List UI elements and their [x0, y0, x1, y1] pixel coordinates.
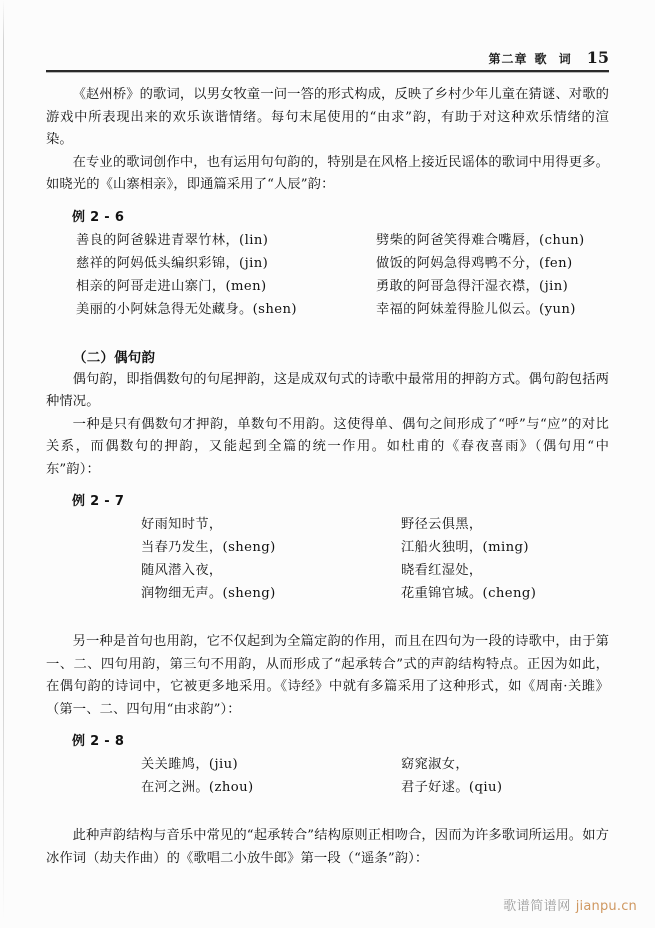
- paragraph-6: 此种声韵结构与音乐中常见的“起承转合”结构原则正相吻合，因而为许多歌词所运用。如方冰作词（劫夫作曲）的《歌唱二小放牛郎》第一段（“遥条”韵）：: [46, 828, 609, 866]
- verse-line: 美丽的小阿妹急得无处藏身。(shen): [76, 301, 297, 317]
- spacer: [46, 481, 609, 491]
- running-head-section: 歌 词: [534, 52, 575, 66]
- spacer: [46, 799, 609, 825]
- verse-line: 幸福的阿妹羞得脸儿似云。(yun): [376, 301, 576, 317]
- verse-line: 野径云俱黑，: [401, 517, 483, 532]
- verse-line: 当春乃发生，(sheng): [141, 540, 276, 555]
- paragraph-5: 另一种是首句也用韵，它不仅起到为全篇定韵的作用，而且在四句为一段的诗歌中，由于第一、二、四句用韵，第三句不用韵，从而形成了“起承转合”式的声韵结构特点。正因为如此，在偶句韵的诗词中，它被更多地采用。《诗经》中就有多篇采用了这种形式，如《周南·关雎》（第一、二、四句用“由求韵”）：: [46, 634, 609, 717]
- spacer: [46, 197, 609, 207]
- site-watermark: [503, 895, 637, 914]
- verse-line: 勇敢的阿哥急得汗湿衣襟，(jin): [376, 278, 569, 294]
- verse-line: 江船火独明，(ming): [401, 540, 529, 555]
- text-column: [46, 84, 609, 870]
- verse-line: 随风潜入夜，: [141, 563, 223, 578]
- verse-line: 做饭的阿妈急得鸡鸭不分，(fen): [376, 255, 573, 271]
- example-label-2-6: 例 2 - 6: [72, 209, 125, 225]
- running-head-chapter: 第二章: [488, 52, 528, 66]
- spacer: [46, 321, 609, 347]
- page-binding-edge: [3, 0, 4, 928]
- spacer: [46, 605, 609, 631]
- verse-line: 劈柴的阿爸笑得难合嘴唇，(chun): [376, 232, 585, 248]
- verse-line: 花重锦官城。(cheng): [401, 586, 537, 601]
- page-number: 15: [586, 48, 609, 67]
- running-head: [46, 48, 609, 67]
- verse-line: 晓看红湿处，: [401, 563, 483, 578]
- example-label-2-7: 例 2 - 7: [72, 494, 125, 509]
- verse-line: 好雨知时节，: [141, 517, 223, 532]
- paragraph-2: 在专业的歌词创作中，也有运用句句韵的，特别是在风格上接近民谣体的歌词中用得更多。如晓光的《山寨相亲》，即通篇采用了“人辰”韵：: [46, 154, 609, 192]
- paragraph-1: 《赵州桥》的歌词，以男女牧童一问一答的形式构成，反映了乡村少年儿童在猜谜、对歌的游戏中所表现出来的欢乐诙谐情绪。每句末尾使用的“由求”韵，有助于对这种欢乐情绪的渲染。: [46, 87, 609, 147]
- watermark-chinese-text: 歌谱简谱网: [503, 899, 571, 914]
- spacer: [46, 721, 609, 731]
- example-label-2-8: 例 2 - 8: [72, 734, 125, 749]
- verse-line: 善良的阿爸躲进青翠竹林，(lin): [76, 232, 269, 248]
- paragraph-3: 偶句韵，即指偶数句的句尾押韵，这是成双句式的诗歌中最常用的押韵方式。偶句韵包括两种情况。: [46, 371, 609, 409]
- verse-line: 关关雎鸠，(jiu): [141, 757, 239, 772]
- watermark-domain-text: jianpu.cn: [575, 899, 637, 914]
- subheading-ou-ju-yun: （二）偶句韵: [73, 349, 156, 366]
- header-divider-rule: [46, 70, 609, 72]
- verse-line: 润物细无声。(sheng): [141, 586, 276, 601]
- verse-line: 相亲的阿哥走进山寨门，(men): [76, 278, 267, 294]
- verse-line: 在河之洲。(zhou): [141, 780, 254, 795]
- verse-block-2-8: [46, 753, 609, 799]
- verse-line: 窈窕淑女，: [401, 757, 469, 772]
- verse-line: 君子好逑。(qiu): [401, 780, 503, 795]
- verse-block-2-6: [46, 229, 609, 321]
- paragraph-4: 一种是只有偶数句才押韵，单数句不用韵。这使得单、偶句之间形成了“呼”与“应”的对比关系，而偶数句的押韵，又能起到全篇的统一作用。如杜甫的《春夜喜雨》（偶句用“中东”韵）：: [46, 416, 609, 477]
- verse-block-2-7: [46, 513, 609, 605]
- verse-line: 慈祥的阿妈低头编织彩锦，(jin): [76, 255, 269, 271]
